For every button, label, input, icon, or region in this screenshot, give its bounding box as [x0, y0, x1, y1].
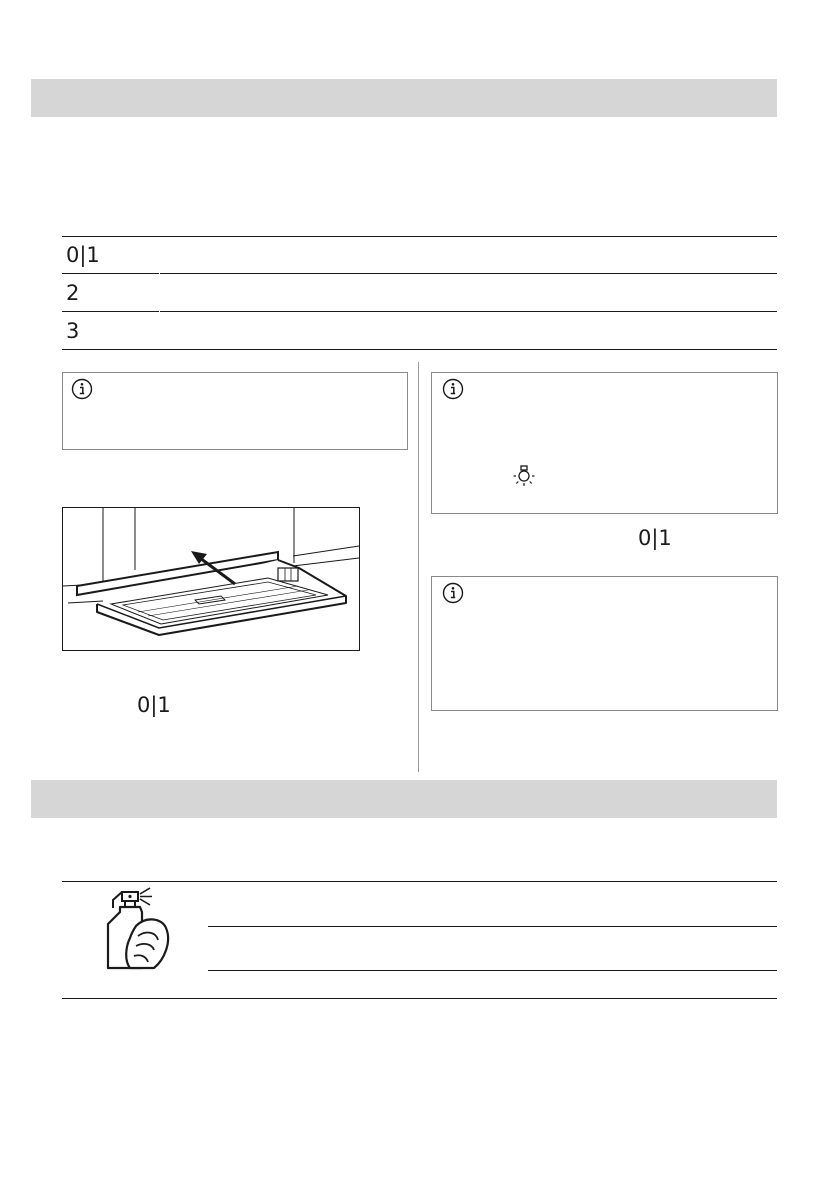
table-rule: [62, 273, 777, 274]
info-icon: [442, 582, 464, 604]
table-rule: [208, 926, 777, 927]
info-icon: [71, 378, 93, 400]
info-note-box-left: [62, 372, 408, 450]
speed-row-three-symbol: 3: [66, 319, 80, 343]
section-header-band-operation: [31, 79, 777, 117]
info-note-box-right-top: [431, 372, 778, 514]
table-rule: [62, 881, 777, 882]
table-rule: [62, 311, 777, 312]
spray-and-cloth-icon: [100, 886, 172, 972]
table-rule: [208, 970, 777, 971]
table-rule: [62, 236, 777, 237]
table-rule: [62, 998, 777, 999]
light-bulb-icon: [512, 464, 536, 488]
column-divider: [418, 362, 419, 772]
cooker-hood-illustration: [62, 507, 360, 651]
on-off-symbol-left: 0|1: [137, 693, 171, 717]
section-header-band-care-cleaning: [31, 780, 777, 818]
speed-row-two-symbol: 2: [66, 281, 80, 305]
info-note-box-right-bottom: [431, 576, 778, 711]
table-column-gap: [159, 237, 160, 349]
info-icon: [442, 378, 464, 400]
on-off-symbol-right: 0|1: [638, 526, 672, 550]
table-rule: [62, 349, 777, 350]
hood-drawing: [63, 508, 359, 650]
speed-row-on-off-symbol: 0|1: [66, 243, 100, 267]
